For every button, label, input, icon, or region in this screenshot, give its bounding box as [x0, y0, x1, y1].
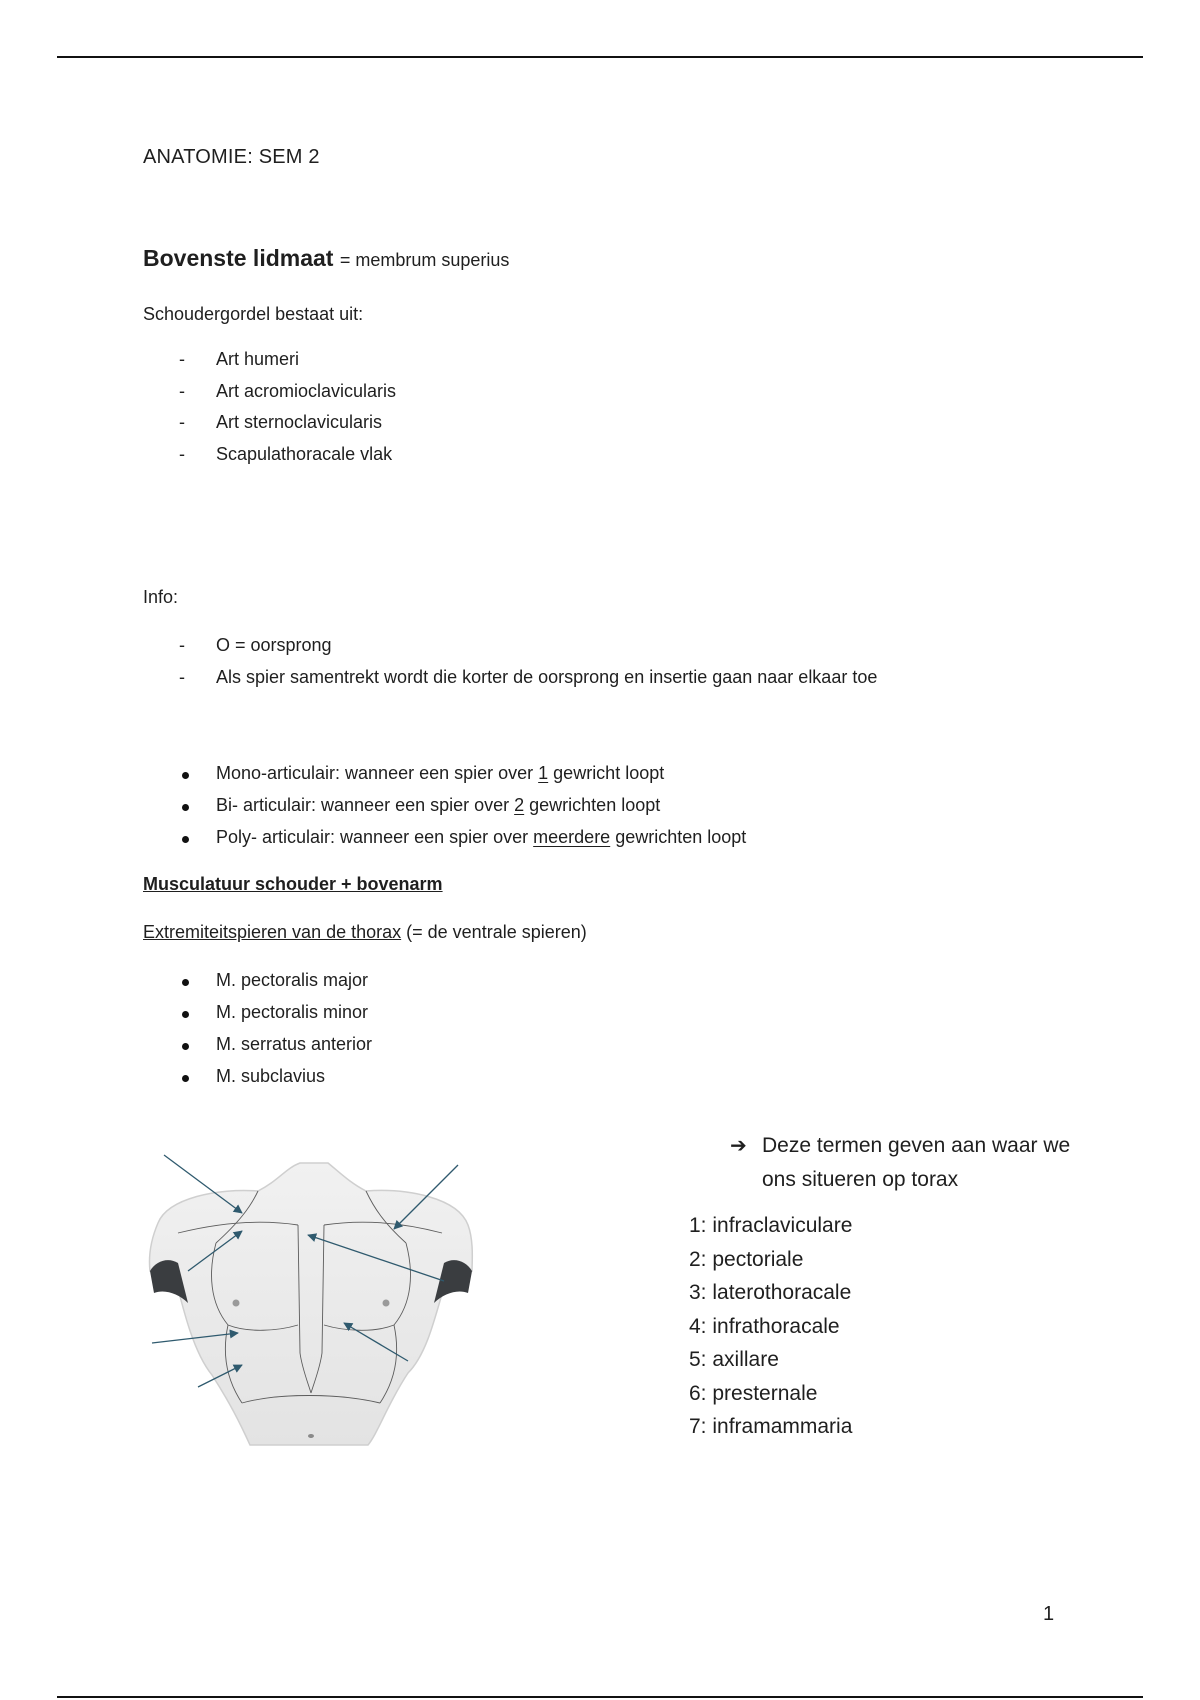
list-item: 2: pectoriale: [689, 1247, 804, 1271]
muscle-list: [143, 970, 372, 1098]
shoulder-girdle-list: [143, 349, 396, 475]
articular-list: [143, 763, 746, 859]
list-item: Mono-articulair: wanneer een spier over 1 gewricht loopt: [143, 763, 746, 795]
list-item: - Art humeri: [179, 349, 300, 369]
list-item: M. serratus anterior: [143, 1034, 372, 1066]
list-item: 4: infrathoracale: [689, 1314, 840, 1338]
list-item: 1: infraclaviculare: [689, 1214, 853, 1237]
bottom-rule: [57, 1696, 1143, 1698]
list-item: 3: laterothoracale: [689, 1281, 852, 1304]
info-list: [143, 635, 877, 698]
torso-shape: [149, 1163, 472, 1445]
page-number: 1: [1043, 1603, 1055, 1625]
right-nipple: [383, 1300, 390, 1307]
thorax-region-terms: [689, 1214, 852, 1449]
list-item: - Art acromioclavicularis: [179, 380, 397, 401]
list-item: M. pectoralis major: [143, 970, 372, 1002]
regions-note: ➔ Deze termen geven aan waar we ons situeren op torax: [730, 1129, 1130, 1197]
document-title: ANATOMIE: SEM 2: [143, 146, 320, 168]
heading-suffix: = membrum superius: [339, 250, 510, 270]
list-item: 6: presternale: [689, 1381, 818, 1405]
shoulder-girdle-intro: Schoudergordel bestaat uit:: [143, 304, 364, 324]
list-item: - O = oorsprong: [179, 635, 332, 655]
list-item: - Als spier samentrekt wordt die korter de oorsprong en insertie gaan naar elkaar toe: [179, 666, 878, 687]
heading-text: Bovenste lidmaat: [143, 245, 334, 271]
musculature-subtitle: Extremiteitspieren van de thorax (= de ventrale spieren): [143, 922, 587, 942]
list-item: 5: axillare: [689, 1348, 779, 1371]
navel: [308, 1434, 314, 1438]
left-nipple: [233, 1300, 240, 1307]
list-item: M. subclavius: [143, 1066, 372, 1098]
list-item: Poly- articulair: wanneer een spier over meerdere gewrichten loopt: [143, 827, 746, 859]
section-heading-upper-limb: [143, 245, 509, 272]
right-arrow-icon: ➔: [730, 1135, 747, 1157]
list-item: M. pectoralis minor: [143, 1002, 372, 1034]
info-label: Info:: [143, 587, 179, 607]
thorax-regions-illustration: [138, 1153, 482, 1447]
top-rule: [57, 56, 1143, 58]
list-item: - Scapulathoracale vlak: [179, 443, 393, 464]
list-item: Bi- articulair: wanneer een spier over 2 gewrichten loopt: [143, 795, 746, 827]
list-item: - Art sternoclavicularis: [179, 412, 383, 432]
musculature-title: Musculatuur schouder + bovenarm: [143, 874, 443, 894]
list-item: 7: inframammaria: [689, 1415, 853, 1438]
